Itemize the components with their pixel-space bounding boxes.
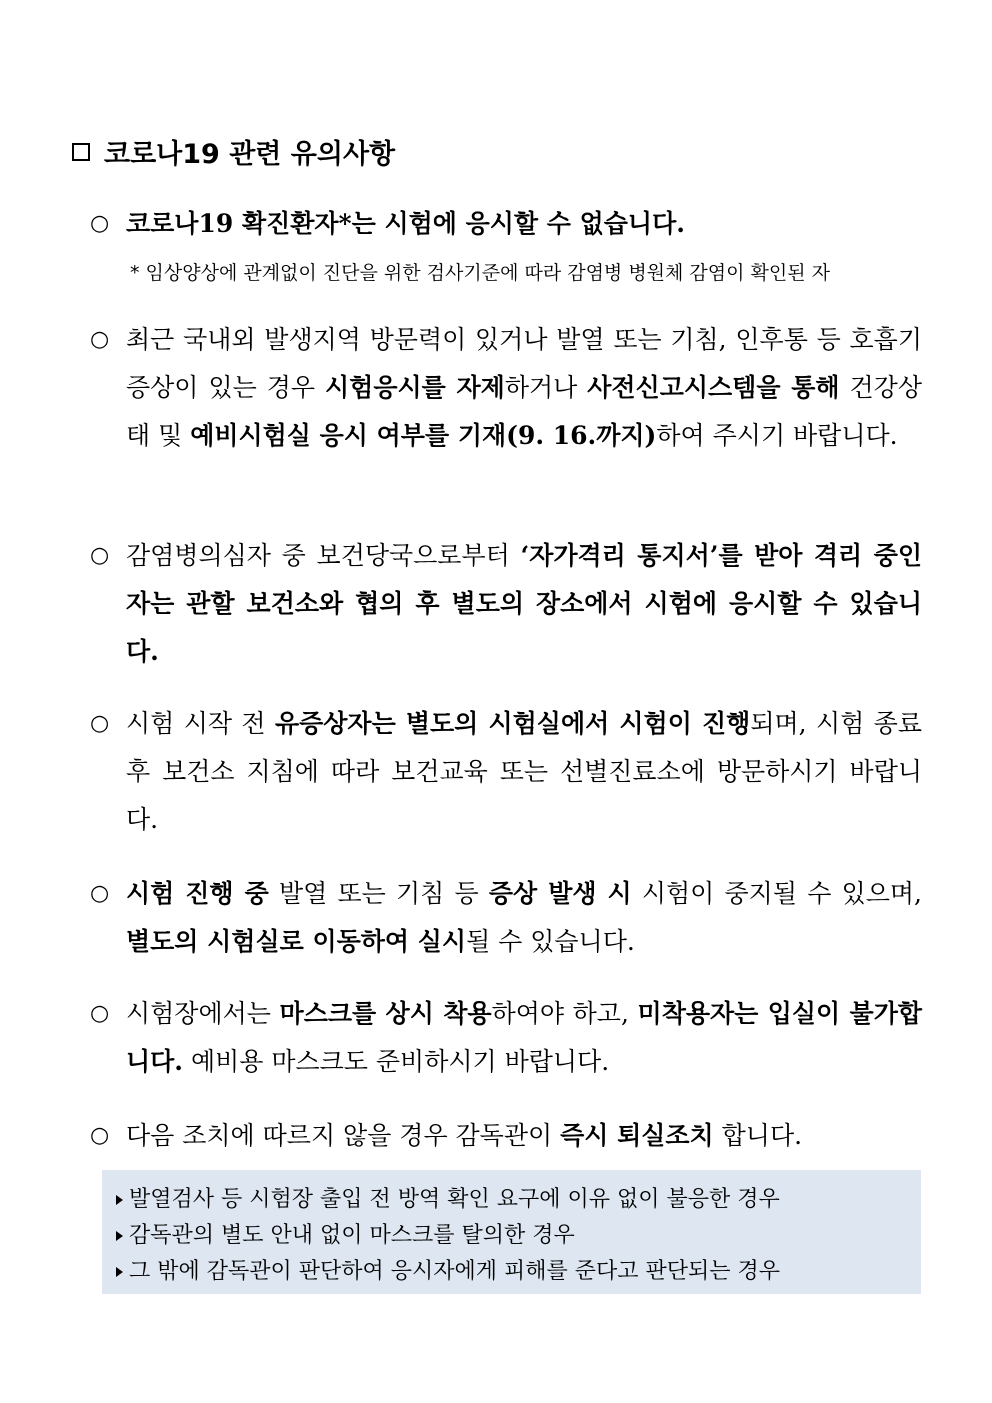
emphasis-text: 유증상자는 별도의 시험실에서 시험이 진행 [274, 709, 751, 738]
circle-bullet-icon: ○ [90, 1001, 110, 1026]
section-heading-text: 코로나19 관련 유의사항 [104, 139, 396, 170]
box-list-item [102, 1182, 921, 1218]
emphasis-text: 즉시 퇴실조치 [560, 1121, 714, 1150]
section-heading [72, 132, 395, 171]
body-text: 감염병의심자 중 보건당국으로부터 [126, 541, 521, 570]
triangle-bullet-icon [116, 1267, 123, 1277]
body-text: 최근 국내외 발생지역 방문력이 있거나 발열 또는 기침, 인후통 등 호흡기 증상이 있는 경우 [126, 325, 922, 402]
body-text: 시험 시작 전 [126, 709, 275, 738]
triangle-bullet-icon [116, 1195, 123, 1205]
circle-bullet-icon: ○ [90, 211, 110, 236]
emphasis-text: 별도의 시험실로 이동하여 실시 [126, 927, 467, 956]
emphasis-text: (9. 16.까지) [506, 421, 657, 450]
notice-item-5 [90, 870, 922, 966]
notice-item-6 [90, 990, 922, 1086]
circle-bullet-icon: ○ [90, 711, 110, 736]
emphasis-text: 예비시험실 응시 여부를 기재 [190, 421, 507, 450]
removal-conditions-box [102, 1170, 921, 1294]
body-text: 하여 주시기 바랍니다. [656, 421, 898, 450]
body-text: 건강상태 및 [126, 373, 922, 450]
circle-bullet-icon: ○ [90, 327, 110, 352]
emphasis-text: 증상 발생 시 [488, 879, 632, 908]
notice-item-1 [90, 200, 922, 248]
body-text: 예비용 마스크도 준비하시기 바랍니다. [183, 1047, 610, 1076]
circle-bullet-icon: ○ [90, 881, 110, 906]
body-text: 하여야 하고, [491, 999, 638, 1028]
box-list-item-text: 감독관의 별도 안내 없이 마스크를 탈의한 경우 [129, 1223, 575, 1248]
notice-item-7 [90, 1112, 922, 1160]
notice-item-4 [90, 700, 922, 844]
emphasis-text: 사전신고시스템을 통해 [587, 373, 840, 402]
footnote: * 임상양상에 관계없이 진단을 위한 검사기준에 따라 감염병 병원체 감염이 확인된 자 [130, 262, 830, 284]
notice-text [126, 990, 922, 1086]
body-text: 되며, 시험 종료 후 보건소 지침에 따라 보건교육 또는 선별진료소에 방문하시기 바랍니다. [126, 709, 922, 834]
body-text: 하거나 [504, 373, 588, 402]
checkbox-square-icon [72, 143, 90, 161]
body-text: 다음 조치에 따르지 않을 경우 감독관이 [126, 1121, 561, 1150]
emphasis-text: 시험 진행 중 [126, 879, 269, 908]
emphasis-text: 미착용자는 입실이 불가합니다. [126, 999, 922, 1076]
emphasis-text: ‘자가격리 통지서’를 받아 격리 중인 자는 관할 보건소와 협의 후 별도의 장소에서 시험에 응시할 수 있습니다. [126, 541, 922, 666]
emphasis-text: 마스크를 상시 착용 [279, 999, 492, 1028]
notice-item-2 [90, 316, 922, 460]
box-list-item [102, 1254, 921, 1290]
notice-text [126, 870, 922, 966]
box-list-item [102, 1218, 921, 1254]
body-text: 시험장에서는 [126, 999, 280, 1028]
emphasis-text: 코로나19 확진환자*는 시험에 응시할 수 없습니다. [126, 209, 685, 238]
notice-text [126, 532, 922, 676]
box-list-item-text: 발열검사 등 시험장 출입 전 방역 확인 요구에 이유 없이 불응한 경우 [129, 1187, 780, 1212]
notice-text [126, 316, 922, 460]
notice-text [126, 700, 922, 844]
circle-bullet-icon: ○ [90, 1123, 110, 1148]
body-text: 시험이 중지될 수 있으며, [631, 879, 922, 908]
circle-bullet-icon: ○ [90, 543, 110, 568]
body-text: 될 수 있습니다. [466, 927, 635, 956]
body-text: 발열 또는 기침 등 [268, 879, 489, 908]
notice-text [126, 1112, 922, 1160]
triangle-bullet-icon [116, 1231, 123, 1241]
body-text: 합니다. [713, 1121, 803, 1150]
notice-text [126, 200, 922, 248]
notice-item-3 [90, 532, 922, 676]
box-list-item-text: 그 밖에 감독관이 판단하여 응시자에게 피해를 준다고 판단되는 경우 [129, 1259, 781, 1284]
emphasis-text: 시험응시를 자제 [325, 373, 505, 402]
